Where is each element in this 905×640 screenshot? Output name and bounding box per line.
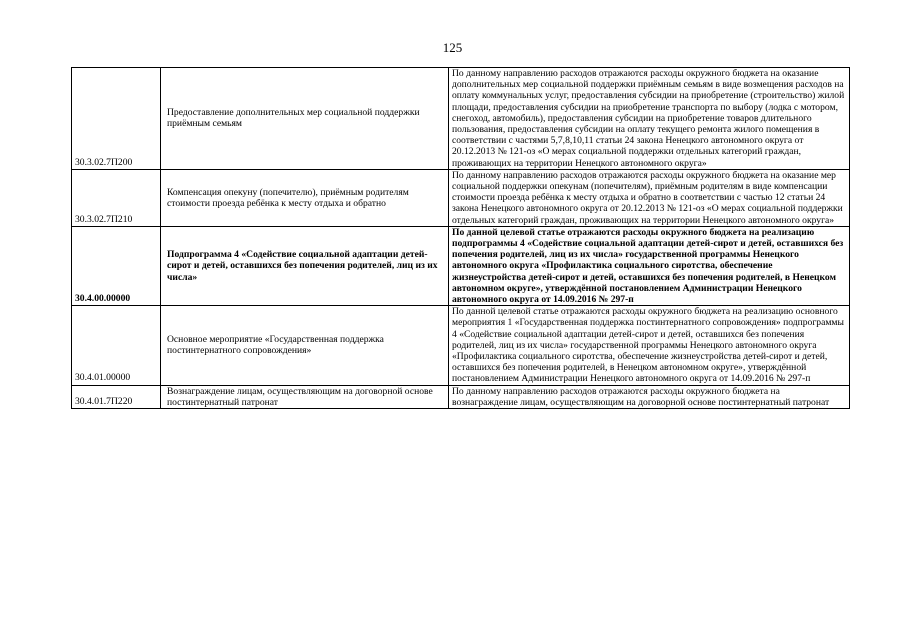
row-name: Основное мероприятие «Государственная поддержка постинтернатного сопровождения»	[161, 306, 449, 385]
table-row	[72, 169, 850, 226]
row-name: Подпрограмма 4 «Содействие социальной адаптации детей-сирот и детей, оставшихся без попечения родителей, лиц из их числа»	[161, 226, 449, 305]
row-name: Предоставление дополнительных мер социальной поддержки приёмным семьям	[161, 68, 449, 170]
row-name: Компенсация опекуну (попечителю), приёмным родителям стоимости проезда ребёнка к месту отдыха и обратно	[161, 169, 449, 226]
row-code: 30.3.02.7П210	[72, 169, 161, 226]
row-name: Вознаграждение лицам, осуществляющим на договорной основе постинтернатный патронат	[161, 385, 449, 408]
table-row	[72, 306, 850, 385]
row-code: 30.4.00.00000	[72, 226, 161, 305]
row-code: 30.4.01.7П220	[72, 385, 161, 408]
page-number: 125	[442, 40, 463, 55]
table-row	[72, 68, 850, 170]
row-description: По данному направлению расходов отражаются расходы окружного бюджета на вознаграждение лицам, осуществляющим на договорной основе постинтернатный патронат	[449, 385, 850, 408]
table-row	[72, 226, 850, 305]
row-code: 30.3.02.7П200	[72, 68, 161, 170]
budget-classification-table	[71, 67, 850, 409]
row-description: По данной целевой статье отражаются расходы окружного бюджета на реализацию подпрограммы 4 «Содействие социальной адаптации детей-сирот и детей, оставшихся без попечения родителей, лиц из их числа» государственной программы Ненецкого автономного округа «Профилактика социального сиротства, обеспечение жизнеустройства детей-сирот и детей, оставшихся без попечения родителей, в Ненецком автономном округе», утверждённой постановлением Администрации Ненецкого автономного округа от 14.09.2016 № 297-п	[449, 226, 850, 305]
row-code: 30.4.01.00000	[72, 306, 161, 385]
row-description: По данному направлению расходов отражаются расходы окружного бюджета на оказание мер социальной поддержки опекунам (попечителям), приёмным родителям в виде компенсации стоимости проезда ребёнка к месту отдыха и обратно в соответствии с частью 12 статьи 24 закона Ненецкого автономного округа от 20.12.2013 № 121-оз «О мерах социальной поддержки отдельных категорий граждан, проживающих на территории Ненецкого автономного округа»	[449, 169, 850, 226]
table-row	[72, 385, 850, 408]
row-description: По данной целевой статье отражаются расходы окружного бюджета на реализацию основного мероприятия 1 «Государственная поддержка постинтернатного сопровождения» подпрограммы 4 «Содействие социальной адаптации детей-сирот и детей, оставшихся без попечения родителей, лиц из их числа» государственной программы Ненецкого автономного округа «Профилактика социального сиротства, обеспечение жизнеустройства детей-сирот и детей, оставшихся без попечения родителей, в Ненецком автономном округе», утверждённой постановлением Администрации Ненецкого автономного округа от 14.09.2016 № 297-п	[449, 306, 850, 385]
row-description: По данному направлению расходов отражаются расходы окружного бюджета на оказание дополнительных мер социальной поддержки приёмным семьям в виде возмещения расходов на оплату коммунальных услуг, предоставления субсидии на приобретение (строительство) жилой площади, предоставления субсидии на приобретение транспорта по выбору (лодка с мотором, снегоход, автомобиль), предоставления субсидии на приобретение товаров длительного пользования, предоставления субсидии на оплату текущего ремонта жилого помещения в соответствии с частями 5,7,8,10,11 статьи 24 закона Ненецкого автономного округа от 20.12.2013 № 121-оз «О мерах социальной поддержки отдельных категорий граждан, проживающих на территории Ненецкого автономного округа»	[449, 68, 850, 170]
